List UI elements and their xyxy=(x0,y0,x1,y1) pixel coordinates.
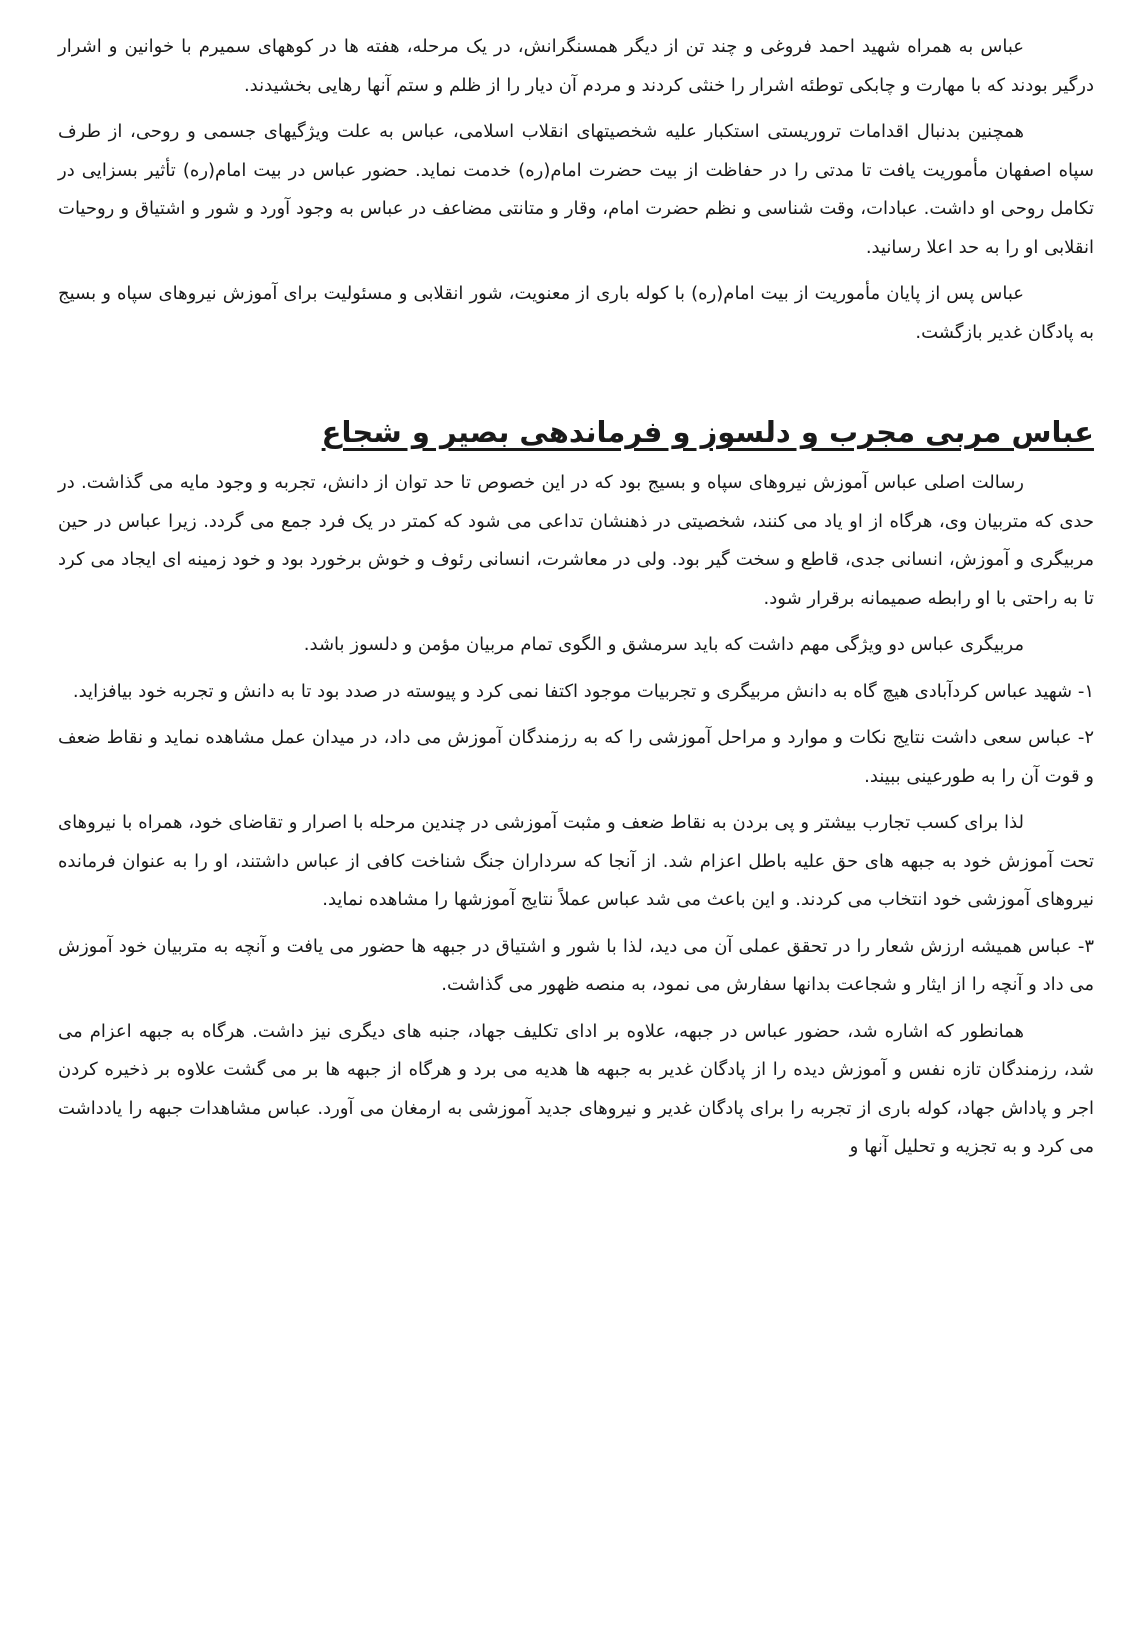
paragraph: لذا برای کسب تجارب بیشتر و پی بردن به نقاط ضعف و مثبت آموزشی در چندین مرحله با اصرار و تقاضای خود، همراه با نیروهای تحت آموزش خود به جبهه های حق علیه باطل اعزام شد. از آنجا که سرداران جنگ شناخت کافی از عباس داشتند، او را به عنوان فرمانده نیروهای آموزشی خود انتخاب می کردند. و این باعث می شد عباس عملاً نتایج آموزشها را مشاهده نماید. xyxy=(58,812,1094,910)
paragraph: عباس پس از پایان مأموریت از بیت امام(ره) با کوله باری از معنویت، شور انقلابی و مسئولیت برای آموزش نیروهای سپاه و بسیج به پادگان غدیر بازگشت. xyxy=(58,283,1094,343)
paragraph: همانطور که اشاره شد، حضور عباس در جبهه، علاوه بر ادای تکلیف جهاد، جنبه های دیگری نیز داشت. هرگاه به جبهه اعزام می شد، رزمندگان تازه نفس و آموزش دیده را از پادگان غدیر به جبهه ها هدیه می برد و هرگاه از جبهه ها بر می گشت علاوه بر ذخیره کردن اجر و پاداش جهاد، کوله باری از تجربه را برای پادگان غدیر و نیروهای جدید آموزشی به ارمغان می آورد. عباس مشاهدات جبهه را یادداشت می کرد و به تجزیه و تحلیل آنها و xyxy=(58,1020,1094,1157)
numbered-paragraph-1: ۱- شهید عباس کردآبادی هیچ گاه به دانش مربیگری و تجربیات موجود اکتفا نمی کرد و پیوسته در صدد بود تا به دانش و تجربه خود بیافزاید. xyxy=(72,680,1094,702)
section-heading xyxy=(58,412,1094,452)
section-heading-text: عباس مربی مجرب و دلسوز و فرماندهی بصیر و شجاع xyxy=(321,415,1094,449)
numbered-paragraph-3: ۳- عباس همیشه ارزش شعار را در تحقق عملی آن می دید، لذا با شور و اشتیاق در جبهه ها حضور می یافت و آنچه به متربیان خود آموزش می داد و آنچه را از ایثار و شجاعت بدانها سفارش می نمود، به منصه ظهور می گذاشت. xyxy=(58,935,1094,995)
document-page xyxy=(58,28,1094,1175)
paragraph: عباس به همراه شهید احمد فروغی و چند تن از دیگر همسنگرانش، در یک مرحله، هفته ها در کوههای سمیرم با خوانین و اشرار درگیر بودند که با مهارت و چابکی توطئه اشرار را خنثی کردند و مردم آن دیار را از ظلم و ستم آنها رهایی بخشیدند. xyxy=(58,36,1094,96)
numbered-paragraph-2: ۲- عباس سعی داشت نتایج نکات و موارد و مراحل آموزشی را که به رزمندگان آموزش می داد، در میدان عمل مشاهده نماید و نقاط ضعف و قوت آن را به طورعینی ببیند. xyxy=(58,727,1094,787)
paragraph: رسالت اصلی عباس آموزش نیروهای سپاه و بسیج بود که در این خصوص تا حد توان از دانش، تجربه و وجود مایه می گذاشت. در حدی که متربیان وی، هرگاه از او یاد می کنند، شخصیتی در ذهنشان تداعی می شود که کمتر در یک فرد جمع می گردد. زیرا عباس در حین مربیگری و آموزش، انسانی جدی، قاطع و سخت گیر بود. ولی در معاشرت، انسانی رئوف و خوش برخورد بود و خود زمینه ای ایجاد می کرد تا به راحتی با او رابطه صمیمانه برقرار شود. xyxy=(58,472,1094,609)
paragraph: همچنین بدنبال اقدامات تروریستی استکبار علیه شخصیتهای انقلاب اسلامی، عباس به علت ویژگیهای جسمی و روحی، از طرف سپاه اصفهان مأموریت یافت تا مدتی را در حفاظت از بیت حضرت امام(ره) خدمت نماید. حضور عباس در بیت امام(ره) تأثیر بسزایی در تکامل روحی او داشت. عبادات، وقت شناسی و نظم حضرت امام، وقار و متانتی مضاعف در عباس به وجود آورد و شور و اشتیاق و روحیات انقلابی او را به حد اعلا رسانید. xyxy=(58,121,1094,258)
paragraph: مربیگری عباس دو ویژگی مهم داشت که باید سرمشق و الگوی تمام مربیان مؤمن و دلسوز باشد. xyxy=(303,634,1024,655)
